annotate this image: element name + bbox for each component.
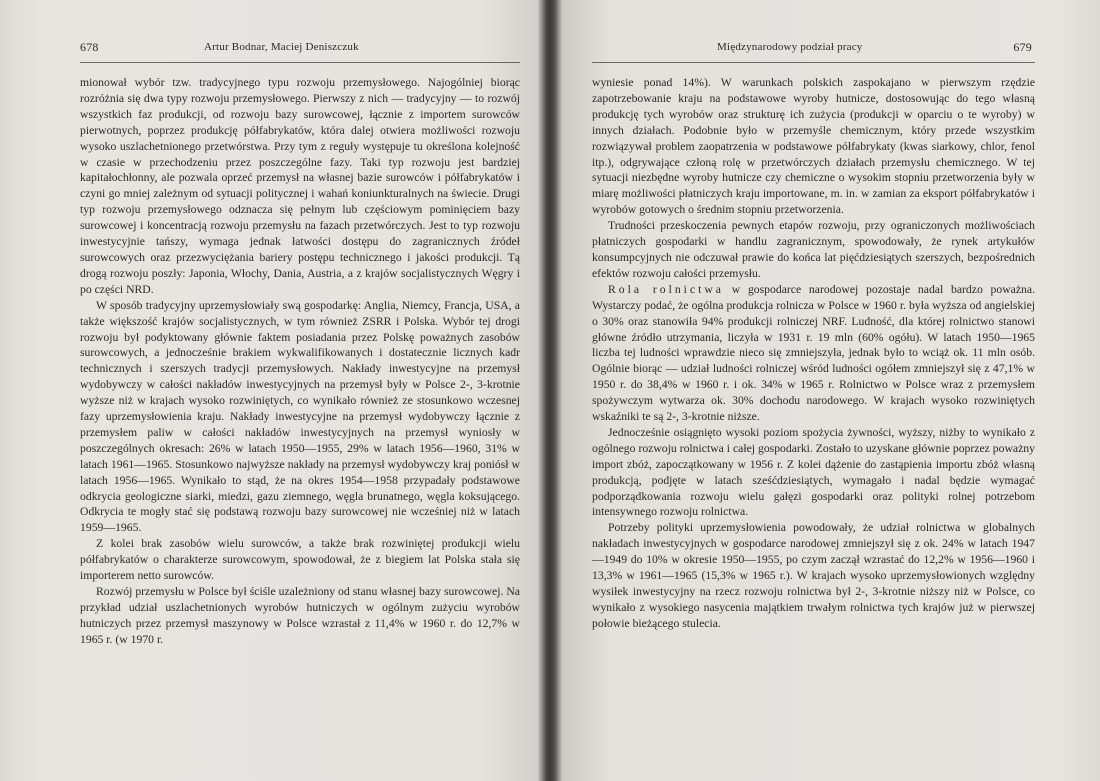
right-header-rule <box>592 62 1035 63</box>
book-gutter <box>538 0 562 781</box>
right-page-body <box>592 75 1035 632</box>
left-header-rule <box>80 62 520 63</box>
right-running-head: Międzynarodowy podział pracy <box>717 41 863 53</box>
left-paragraph-2: W sposób tradycyjny uprzemysłowiały swą gospodarkę: Anglia, Niemcy, Francja, USA, a także większość krajów socjalistycznych, w tym również ZSRR i Polska. Wybór tej drogi rozwoju był podyktowany głównie faktem posiadania przez Polskę poważnych zasobów surowcowych, a jednocześnie brakiem wykwalifikowanych i dostatecznie licznych kadr technicznych i szerszych tradycji przemysłowych. Nakłady inwestycyjne na przemysł wydobywczy w całości nakładów inwestycyjnych na przemysł były w Polsce 2-, 3-krotnie wyższe niż w krajach wysoko rozwiniętych, co wynikało również ze stosunkowo wczesnej fazy uprzemysłowienia kraju. Nakłady inwestycyjne na przemysł wydobywczy łącznie z przemysłem paliw w całości nakładów inwestycyjnych na przemysł wyniosły w poszczególnych okresach: 26% w latach 1950—1955, 29% w latach 1956—1960, 31% w latach 1961—1965. Stosunkowo najwyższe nakłady na przemysł wydobywczy kraj poniósł w latach 1956—1965. Wynikało to stąd, że na okres 1954—1958 przypadały podstawowe odkrycia geologiczne siarki, miedzi, gazu ziemnego, węgla brunatnego, węgla koksującego. Odkrycia te mogły stać się podstawą rozwoju bazy surowcowej nie wcześniej niż w latach 1959—1965. <box>80 298 520 535</box>
right-paragraph-3-text: w gospodarce narodowej pozostaje nadal bardzo poważna. Wystarczy podać, że ogólna produkcja rolnicza w Polsce w 1960 r. była wyższa od angielskiej o 30% oraz stanowiła 94% produkcji rolniczej NRF. Ludność, dla której rolnictwo stanowi główne źródło utrzymania, liczyła w 1931 r. 19 mln (60% ogółu). W latach 1950—1965 liczba tej ludności wprawdzie nieco się zmniejszyła, jednak było to wciąż ok. 11 mln osób. Ogólnie biorąc — udział ludności rolniczej wśród ludności ogółem zmniejszył się z 47,1% w 1950 r. do 38,4% w 1960 r. i ok. 34% w 1965 r. Rolnictwo w Polsce wraz z przemysłem spożywczym wytwarza ok. 30% dochodu narodowego. W krajach wysoko rozwiniętych wskaźniki te są 2-, 3-krotnie niższe. <box>592 282 1035 424</box>
left-paragraph-3: Z kolei brak zasobów wielu surowców, a także brak rozwiniętej produkcji wielu półfabrykatów o charakterze surowcowym, spowodował, że z biegiem lat Polska stała się importerem netto surowców. <box>80 537 520 583</box>
left-paragraph-1: mionował wybór tzw. tradycyjnego typu rozwoju przemysłowego. Najogólniej biorąc rozróżnia się dwa typy rozwoju przemysłowego. Pierwszy z nich — tradycyjny — to rozwój wszystkich faz produkcji, od rozwoju bazy surowcowej, łącznie z importem surowców pierwotnych, poprzez produkcję półfabrykatów, która dalej otwiera możliwości rozwoju wysoko uszlachetnionego przetwórstwa. Przy tym z reguły występuje tu określona kolejność w czasie w przechodzeniu przez poszczególne fazy. Taki typ rozwoju jest bardziej kapitałochłonny, ale pozwala oprzeć przemysł na własnej bazie surowców i półfabrykatów i czyni go mniej zależnym od sytuacji politycznej i wahań koniunkturalnych na świecie. Drugi typ rozwoju przemysłowego odznacza się pełnym lub częściowym pominięciem bazy surowcowej i koncentracją rozwoju przemysłu na fazach przetwórczych. Jest to typ rozwoju inwestycyjnie tańszy, wymaga jednak łatwości dostępu do zagranicznych źródeł surowcowych oraz przezwyciężania bariery postępu technicznego i jakości produkcji. Tą drogą rozwoju poszły: Japonia, Włochy, Dania, Austria, a z krajów socjalistycznych Węgry i po części NRD. <box>80 76 520 296</box>
right-page-number: 679 <box>1013 40 1032 54</box>
right-paragraph-2: Trudności przeskoczenia pewnych etapów rozwoju, przy ograniczonych możliwościach płatniczych gospodarki w handlu zagranicznym, spowodowały, że rynek artykułów konsumpcyjnych nie odczuwał prawie do końca lat pięćdziesiątych szerszych, bezpośrednich efektów rozwoju całości przemysłu. <box>592 219 1035 280</box>
right-paragraph-3 <box>592 282 1035 425</box>
left-paragraph-4: Rozwój przemysłu w Polsce był ściśle uzależniony od stanu własnej bazy surowcowej. Na przykład udział uszlachetnionych wyrobów hutniczych w ogólnym zużyciu wyrobów hutniczych przez przemysł maszynowy w Polsce wzrastał z 11,4% w 1960 r. do 12,7% w 1965 r. (w 1970 r. <box>80 585 520 646</box>
right-paragraph-4: Jednocześnie osiągnięto wysoki poziom spożycia żywności, wyższy, niżby to wynikało z ogólnego rozwoju rolnictwa i całej gospodarki. Zostało to uzyskane głównie poprzez poważny import zbóż, zapoczątkowany w 1956 r. Z kolei dążenie do zastąpienia importu zbóż własną produkcją, podjęte w latach sześćdziesiątych, wymagało i nadal będzie wymagać podporządkowania rozwoju wielu gałęzi gospodarki oraz polityki rolnej potrzebom intensywnego rozwoju rolnictwa. <box>592 425 1035 519</box>
left-page-body <box>80 75 520 648</box>
left-running-head: Artur Bodnar, Maciej Deniszczuk <box>204 41 359 53</box>
right-paragraph-5: Potrzeby polityki uprzemysłowienia powodowały, że udział rolnictwa w globalnych nakładach inwestycyjnych w gospodarce narodowej zmniejszył się z ok. 24% w latach 1947—1949 do 10% w okresie 1950—1955, po czym zaczął wzrastać do 12,2% w 1956—1960 i 13,3% w 1961—1965 (15,3% w 1965 r.). W krajach wysoko uprzemysłowionych względny wysiłek inwestycyjny na rzecz rozwoju rolnictwa był 2-, 3-krotnie niższy niż w Polsce, co wynikało z wysokiego nasycenia majątkiem trwałym rolnictwa tych krajów już w pierwszej połowie bieżącego stulecia. <box>592 521 1035 630</box>
right-page-header <box>592 40 1032 56</box>
right-paragraph-1: wyniesie ponad 14%). W warunkach polskich zaspokajano w pierwszym rzędzie zapotrzebowanie kraju na podstawowe wyroby hutnicze, dostosowując do tego własną produkcję tych wyrobów oraz strukturę ich zużycia (produkcji w oparciu o te wyroby) w innych działach. Podobnie było w przemyśle chemicznym, który przede wszystkim rozwiązywał problem zaopatrzenia w podstawowe półfabrykaty (kwas siarkowy, chlor, fenol itp.), odgrywające członą rolę w przetwórczych działach przemysłu chemicznego. W tej sytuacji niezbędne wyroby hutnicze czy chemiczne o wysokim stopniu przetworzenia były w miarę możliwości płatniczych kraju importowane, m. in. w zamian za eksport półfabrykatów i wyrobów gotowych o średnim stopniu przetworzenia. <box>592 76 1035 217</box>
left-page-number: 678 <box>80 40 99 54</box>
spaced-section-lead: Rola rolnictwa <box>608 282 724 296</box>
left-page-header <box>80 40 520 56</box>
